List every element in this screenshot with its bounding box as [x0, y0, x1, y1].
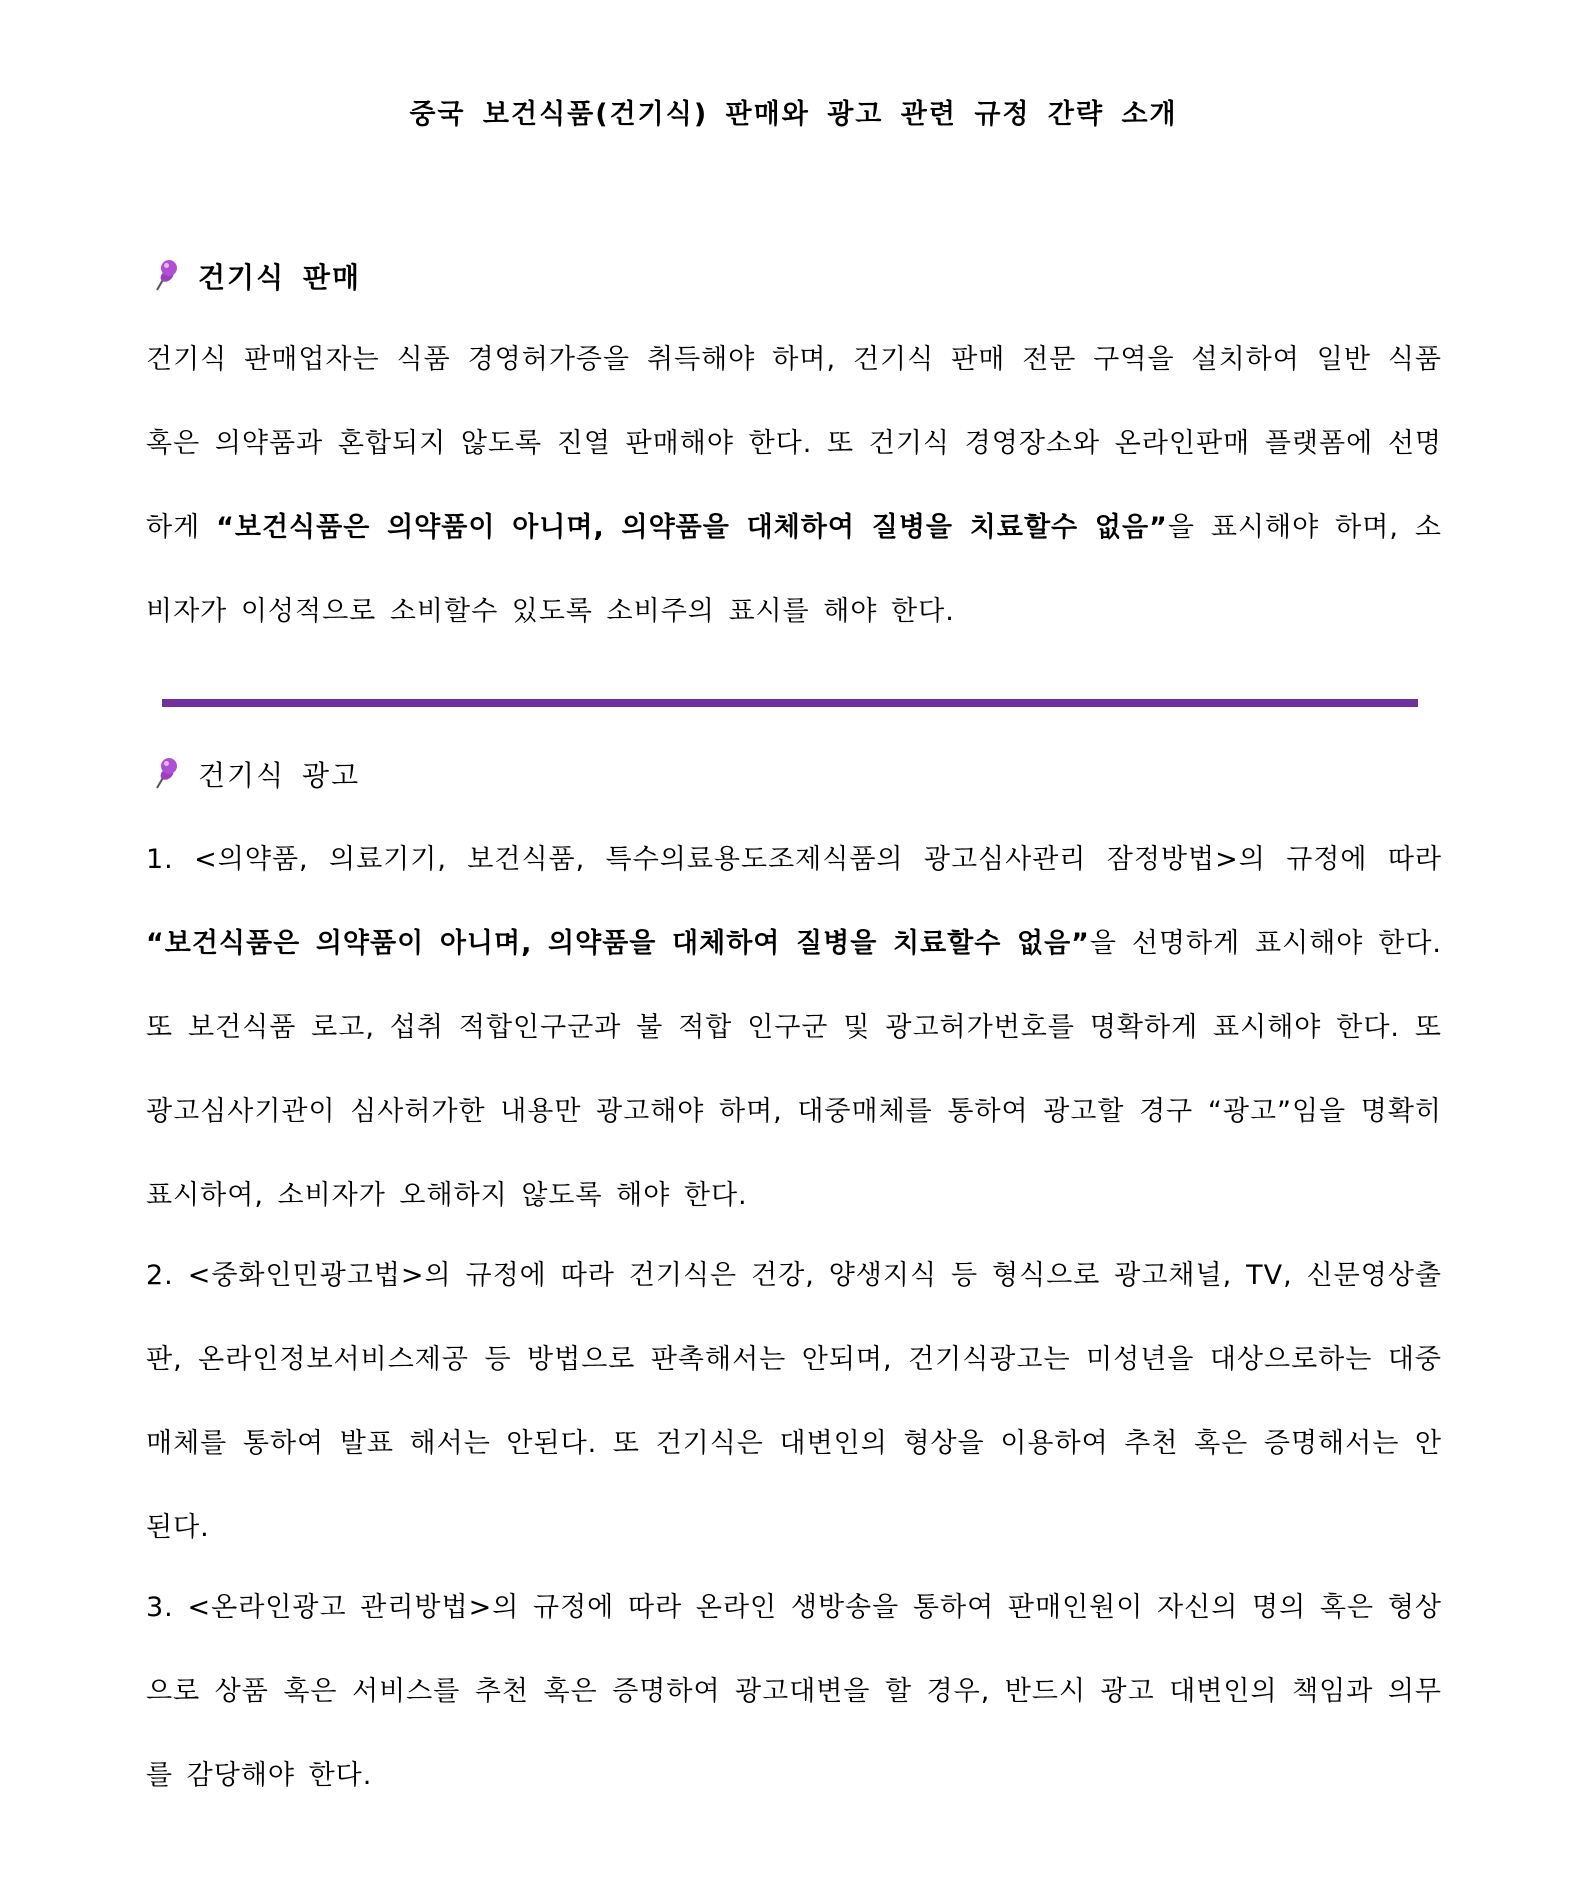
ad-item-1-bold: “보건식품은 의약품이 아니며, 의약품을 대체하여 질병을 치료할수 없음” [146, 928, 1090, 959]
sales-text-end: 을 표시해야 하며, 소비자가 이성적으로 소비할수 있도록 소비주의 표시를 해야 한다. [146, 512, 1442, 627]
ad-item-1-end: 을 선명하게 표시해야 한다. 또 보건식품 로고, 섭취 적합인구군과 불 적합 인구군 및 광고허가번호를 명확하게 표시해야 한다. 또 광고심사기관이 심사허가한 내용만 광고해야 하며, 대중매체를 통하여 광고할 경구 “광고”임을 명확히 표시하여, 소비자가 오해하지 않도록 해야 한다. [146, 928, 1442, 1211]
ad-item-2: 2. <중화인민광고법>의 규정에 따라 건기식은 건강, 양생지식 등 형식으로 광고채널, TV, 신문영상출판, 온라인정보서비스제공 등 방법으로 판촉해서는 안되며, 건기식광고는 미성년을 대상으로하는 대중매체를 통하여 발표 해서는 안된다. 또 건기식은 대변인의 형상을 이용하여 추천 혹은 증명해서는 안된다. [146, 1260, 1442, 1543]
section-heading-advertising [150, 754, 360, 794]
sales-text-start: 건기식 판매업자는 식품 경영허가증을 취득해야 하며, 건기식 판매 전문 구역을 설치하여 일반 식품 혹은 의약품과 혼합되지 않도록 진열 판매해야 한다. 또 건기식 경영장소와 온라인판매 플랫폼에 선명하게 [146, 344, 1442, 543]
pushpin-icon [150, 756, 180, 792]
ad-item-1 [146, 818, 1442, 1238]
document-title: 중국 보건식품(건기식) 판매와 광고 관련 규정 간략 소개 [409, 99, 1178, 130]
section-divider [162, 699, 1418, 707]
pushpin-icon [150, 258, 180, 294]
ad-item-3: 3. <온라인광고 관리방법>의 규정에 따라 온라인 생방송을 통하여 판매인원이 자신의 명의 혹은 형상으로 상품 혹은 서비스를 추천 혹은 증명하여 광고대변을 할 경우, 반드시 광고 대변인의 책임과 의무를 감당해야 한다. [146, 1592, 1442, 1791]
section-heading-label: 건기식 판매 [198, 261, 361, 294]
sales-text-bold: “보건식품은 의약품이 아니며, 의약품을 대체하여 질병을 치료할수 없음” [216, 512, 1168, 543]
section-heading-sales [150, 256, 361, 296]
sales-paragraph [146, 318, 1442, 654]
section-heading-label: 건기식 광고 [198, 759, 361, 792]
ad-item-1-start: 1. <의약품, 의료기기, 보건식품, 특수의료용도조제식품의 광고심사관리 잠정방법>의 규정에 따라 [146, 844, 1442, 875]
